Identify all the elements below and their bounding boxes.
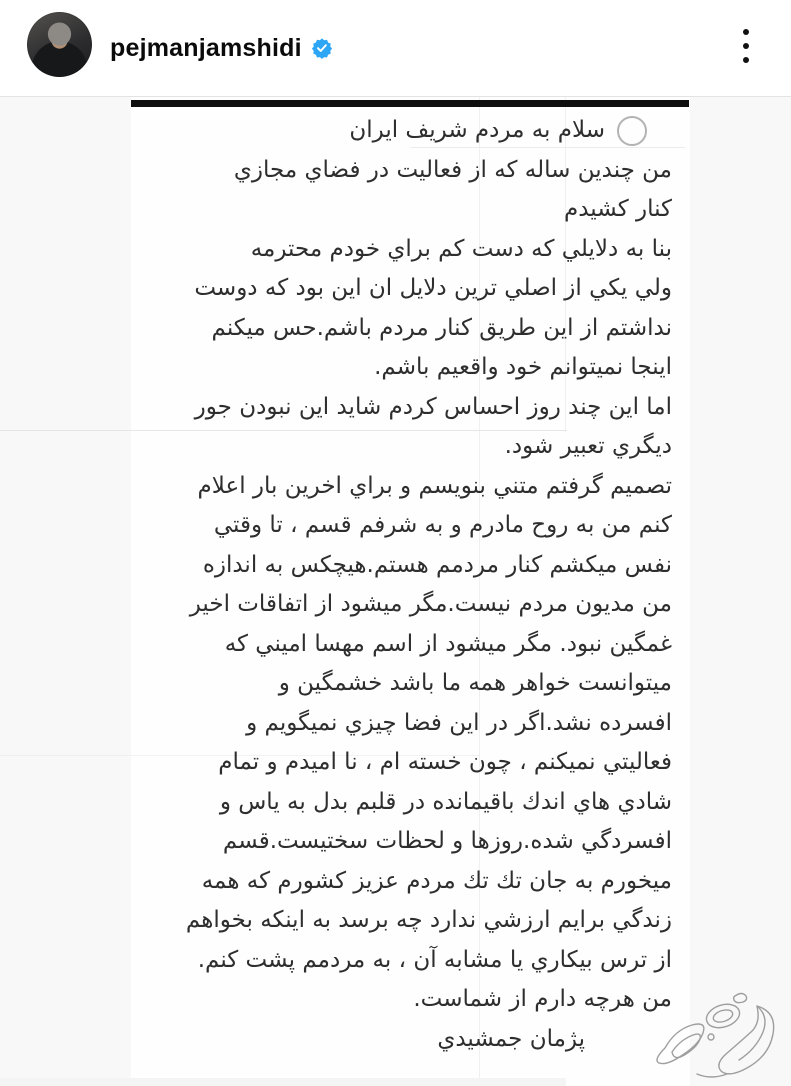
post-line: اما این چند روز احساس کردم شاید این نبودن جور bbox=[194, 393, 672, 420]
post-line: دیگري تعبیر شود. bbox=[504, 433, 672, 459]
image-left-margin bbox=[0, 97, 131, 1086]
kebab-menu-icon[interactable] bbox=[737, 26, 755, 66]
post-image[interactable] bbox=[0, 97, 791, 1086]
profile-avatar[interactable] bbox=[27, 12, 92, 77]
post-header bbox=[0, 0, 791, 97]
post-line: نداشتم از این طریق کنار مردم باشم.حس میکنم bbox=[211, 314, 672, 341]
post-line: نفس میکشم کنار مردمم هستم.هیچکس به اندازه bbox=[202, 551, 672, 578]
post-line: کنم من به روح مادرم و به شرفم قسم ، تا وقتي bbox=[213, 512, 672, 538]
post-line: من مدیون مردم نیست.مگر میشود از اتفاقات اخیر bbox=[189, 591, 672, 617]
post-line: بنا به دلایلي که دست کم براي خودم محترمه bbox=[250, 235, 672, 262]
verified-badge-icon bbox=[311, 37, 333, 59]
username-row bbox=[110, 0, 333, 96]
persian-calligraphy-watermark bbox=[639, 990, 789, 1086]
post-line: غمگین نبود. مگر میشود از اسم مهسا امیني که bbox=[224, 630, 672, 657]
checklist-line bbox=[127, 111, 672, 151]
post-line: من چندین ساله که از فعالیت در فضاي مجازي bbox=[233, 156, 672, 183]
post-line: فعالیتي نمیکنم ، چون خسته ام ، نا امیدم و تمام bbox=[218, 749, 672, 775]
image-right-margin bbox=[690, 97, 791, 1086]
username[interactable]: pejmanjamshidi bbox=[110, 33, 302, 62]
post-line: افسردگي شده.روزها و لحظات سختیست.قسم bbox=[222, 828, 672, 854]
post-line: میخورم به جان تك تك مردم عزیز کشورم که همه bbox=[201, 867, 672, 894]
post-line: شادي هاي اندك باقیمانده در قلبم بدل به یاس و bbox=[219, 788, 672, 815]
note-title-bar bbox=[131, 100, 689, 107]
post-text bbox=[127, 111, 672, 1059]
post-line: از ترس بیکاري یا مشابه آن ، به مردمم پشت کنم. bbox=[197, 946, 672, 973]
post-line: ولي یکي از اصلي ترین دلایل ان این بود که دوست bbox=[194, 275, 672, 301]
post-line: تصمیم گرفتم متني بنویسم و براي اخرین بار اعلام bbox=[197, 472, 672, 499]
post-line: من هرچه دارم از شماست. bbox=[413, 986, 672, 1012]
post-line: افسرده نشد.اگر در این فضا چیزي نمیگویم و bbox=[246, 709, 672, 736]
image-bottom-edge bbox=[0, 1078, 566, 1086]
post-line: اینجا نمیتوانم خود واقعیم باشم. bbox=[374, 354, 672, 380]
signature-line: پژمان جمشیدي bbox=[437, 1025, 585, 1052]
post-line: کنار کشیدم bbox=[563, 196, 672, 222]
checklist-text: سلام به مردم شریف ایران bbox=[349, 117, 605, 143]
post-line: زندگي برایم ارزشي ندارد چه برسد به اینکه بخواهم bbox=[185, 907, 672, 933]
post-line: میتوانست خواهر همه ما باشد خشمگین و bbox=[278, 670, 672, 696]
checkbox-circle-icon bbox=[617, 116, 647, 146]
